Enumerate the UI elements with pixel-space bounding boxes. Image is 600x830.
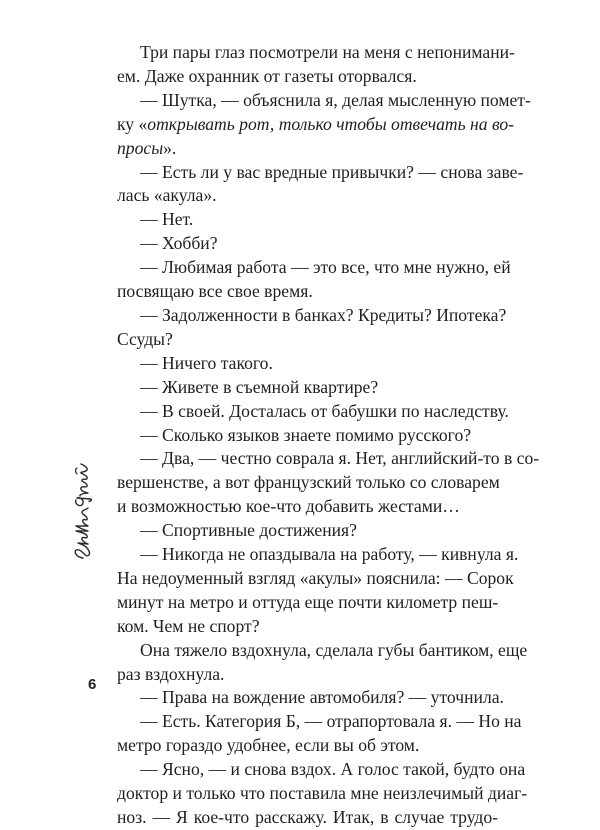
text-line: ем. Даже охранник от газеты оторвался.	[117, 65, 417, 86]
text-line	[117, 137, 498, 161]
text-line	[117, 113, 515, 137]
text-line: посвящаю все свое время.	[117, 281, 313, 302]
text-line: — Живете в съемной квартире?	[140, 376, 379, 397]
text-fragment: ку «	[117, 113, 148, 134]
text-line: — Никогда не опаздывала на работу, — кивнула я.	[140, 544, 519, 565]
text-line: лась «акула».	[117, 185, 217, 206]
text-line: — В своей. Досталась от бабушки по наследству.	[140, 400, 509, 421]
text-line: — Права на вождение автомобиля? — уточнила.	[140, 687, 504, 708]
text-line: — Ничего такого.	[140, 352, 273, 373]
text-line: — Нет.	[140, 209, 194, 230]
text-line: вершенстве, а вот французский только со словарем	[117, 472, 500, 493]
text-line: Ссуды?	[117, 328, 173, 349]
text-line: На недоуменный взгляд «акулы» пояснила: — Сорок	[117, 567, 514, 588]
page-number: 6	[88, 676, 97, 693]
text-line: Три пары глаз посмотрели на меня с непонимани-	[140, 42, 515, 62]
italic-text: просы	[117, 137, 164, 158]
text-line: — Есть. Категория Б, — отрапортовала я. — Но на	[140, 711, 522, 732]
text-line: — Два, — честно соврала я. Нет, английский-то в со-	[140, 448, 540, 469]
text-line: раз вздохнула.	[117, 663, 225, 684]
text-line: доктор и только что поставила мне неизлечимый диаг-	[117, 783, 528, 804]
text-line: — Есть ли у вас вредные привычки? — снова заве-	[140, 161, 524, 182]
text-line: ноз. — Я кое-что расскажу. Итак, в случае трудо-	[117, 807, 498, 827]
text-line: и возможностью кое-что добавить жестами…	[117, 496, 460, 517]
text-line: — Любимая работа — это все, что мне нужно, ей	[140, 257, 511, 278]
text-line: — Ясно, — и снова вздох. А голос такой, будто она	[140, 759, 526, 780]
text-line: — Хобби?	[140, 233, 218, 254]
text-fragment: ».	[163, 137, 177, 158]
text-line: метро гораздо удобнее, если вы об этом.	[117, 735, 420, 756]
italic-text: открывать рот, только чтобы отвечать на во-	[147, 113, 515, 134]
text-line: — Шутка, — объяснила я, делая мысленную помет-	[140, 89, 531, 110]
text-line: ком. Чем не спорт?	[117, 615, 260, 636]
author-signature-logo	[68, 450, 92, 560]
text-line: — Задолженности в банках? Кредиты? Ипотека?	[140, 304, 507, 325]
text-line: — Спортивные достижения?	[140, 520, 357, 541]
page-body-text	[117, 41, 540, 830]
text-line: минут на метро и оттуда еще почти километр пеш-	[117, 591, 499, 612]
text-line: Она тяжело вздохнула, сделала губы бантиком, еще	[140, 639, 528, 660]
text-line: — Сколько языков знаете помимо русского?	[140, 424, 472, 445]
